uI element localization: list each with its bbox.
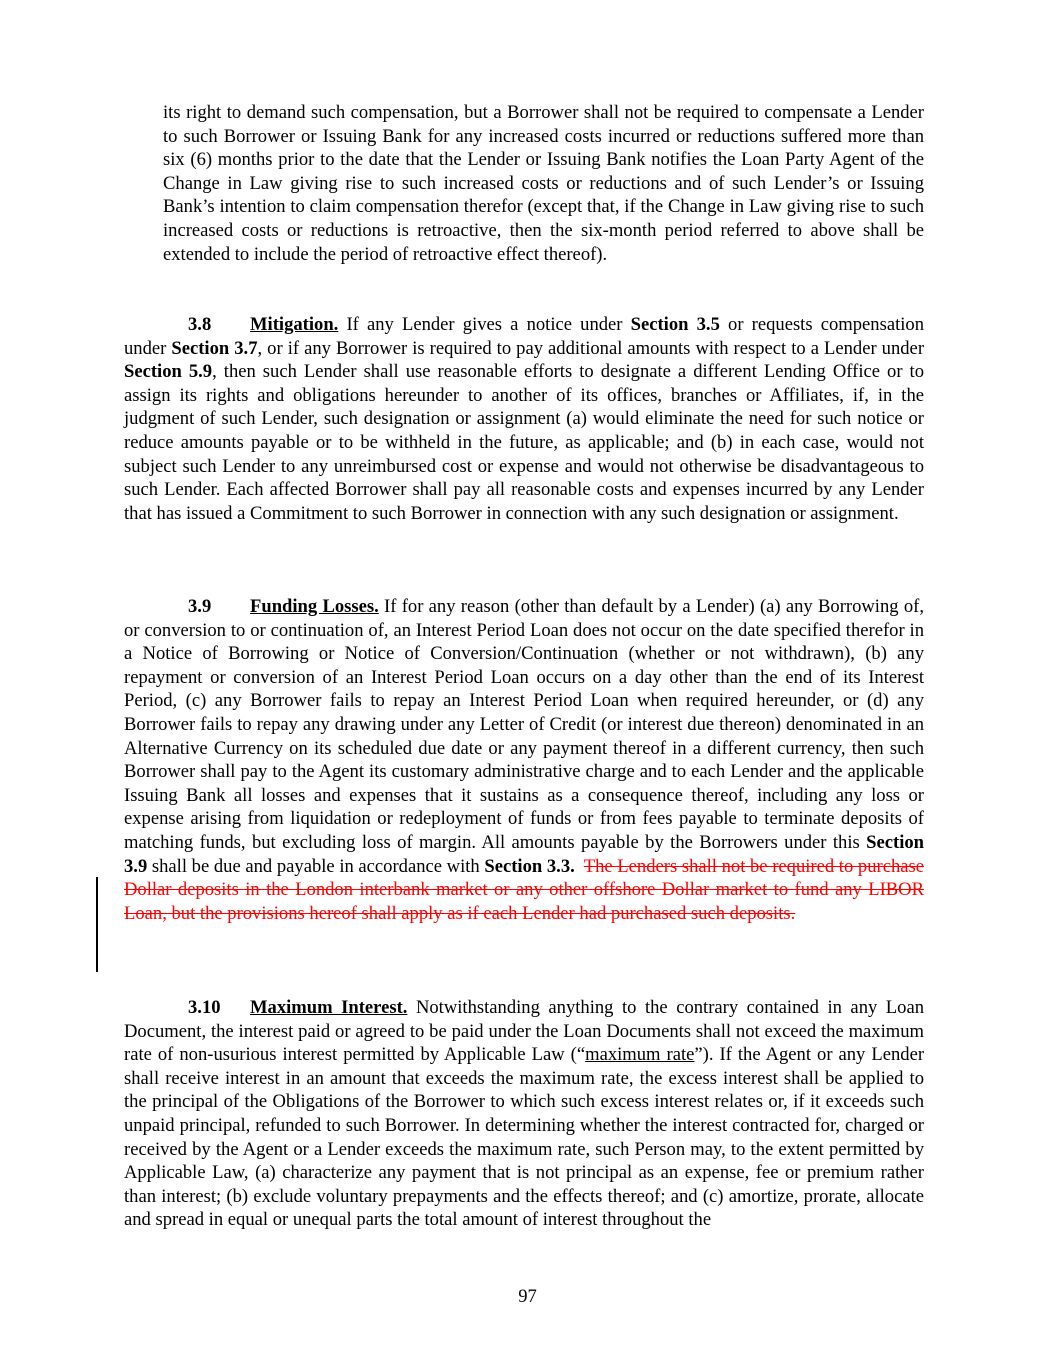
section-reference: Section 3.7 [171, 337, 258, 359]
section-heading: Funding Losses. [250, 596, 379, 617]
section-reference: Section 3.9 [124, 831, 924, 877]
section-text: , then such Lender shall use reasonable efforts to designate a different Lending Office or to assign its rights and obligations hereunder to another of its offices, branches or Affiliates, if, in the judgment of such Lender, such designation or assignment (a) would eliminate the need for such notice or reduce amounts payable or to be withheld in the future, as applicable; and (b) in each case, would not subject such Lender to any unreimbursed cost or expense and would not otherwise be disadvantageous to such Lender. Each affected Borrower shall pay all reasonable costs and expenses incurred by any Lender that has issued a Commitment to such Borrower in connection with any such designation or assignment. [124, 361, 925, 524]
section-text: shall be due and payable in accordance with [147, 855, 485, 877]
section-heading: Maximum Interest. [250, 997, 408, 1018]
section-text: or requests compensation under [124, 314, 925, 359]
section-number: 3.10 [188, 997, 221, 1018]
section-reference: Section 3.5 [630, 314, 720, 335]
revision-change-bar [96, 877, 98, 972]
defined-term: maximum rate [585, 1044, 695, 1066]
section-number: 3.9 [188, 596, 212, 617]
section-text: If for any reason (other than default by a Lender) (a) any Borrowing of, or conversion to or continuation of, an Interest Period Loan does not occur on the date specified therefor in a Notice of Borrowing or Notice of Conversion/Continuation (whether or not withdrawn), (b) any repayment or conversion of an Interest Period Loan occurs on a day other than the end of its Interest Period, (c) any Borrower fails to repay an Interest Period Loan when required hereunder, or (d) any Borrower fails to repay any drawing under any Letter of Credit (or interest due thereon) denominated in an Alternative Currency on its scheduled due date or any payment thereof in a different currency, then such Borrower shall pay to the Agent its customary administrative charge and to each Lender and the applicable Issuing Bank all losses and expenses that it sustains as a consequence thereof, including any loss or expense arising from liquidation or redeployment of funds or from fees payable to terminate deposits of matching funds, but excluding loss of margin. All amounts payable by the Borrowers under this [124, 596, 924, 853]
section-3-10 [124, 996, 924, 1232]
section-reference: Section 3.3. [484, 855, 575, 877]
page-number: 97 [518, 1286, 537, 1307]
section-text: Notwithstanding anything to the contrary contained in any Loan Document, the interest paid or agreed to be paid under the Loan Documents shall not exceed the maximum rate of non-usurious interest permitted by Applicable Law (“ [124, 997, 925, 1066]
section-reference: Section 5.9 [124, 361, 213, 383]
section-text: ”). If the Agent or any Lender shall receive interest in an amount that exceeds the maximum rate, the excess interest shall be applied to the principal of the Obligations of the Borrower to which such excess interest relates or, if it exceeds such unpaid principal, refunded to such Borrower. In determining whether the interest contracted for, charged or received by the Agent or a Lender exceeds the maximum rate, such Person may, to the extent permitted by Applicable Law, (a) characterize any payment that is not principal as an expense, fee or premium rather than interest; (b) exclude voluntary prepayments and the effects thereof; and (c) amortize, prorate, allocate and spread in equal or unequal parts the total amount of interest throughout the [124, 1044, 925, 1231]
section-heading: Mitigation. [250, 314, 339, 335]
deleted-text: The Lenders shall not be required to purchase Dollar deposits in the London interbank market or any other offshore Dollar market to fund any LIBOR Loan, but the provisions hereof shall apply as if each Lender had purchased such deposits. [124, 855, 924, 924]
section-text: If any Lender gives a notice under [338, 314, 631, 335]
continued-paragraph: its right to demand such compensation, but a Borrower shall not be required to compensate a Lender to such Borrower or Issuing Bank for any increased costs incurred or reductions suffered more than six (6) months prior to the date that the Lender or Issuing Bank notifies the Loan Party Agent of the Change in Law giving rise to such increased costs or reductions and of such Lender’s or Issuing Bank’s intention to claim compensation therefor (except that, if the Change in Law giving rise to such increased costs or reductions is retroactive, then the six-month period referred to above shall be extended to include the period of retroactive effect thereof). [163, 102, 924, 265]
section-number: 3.8 [188, 314, 212, 335]
section-3-8 [124, 313, 924, 525]
section-text: , or if any Borrower is required to pay additional amounts with respect to a Lender under [257, 337, 925, 359]
section-3-9 [124, 595, 924, 925]
